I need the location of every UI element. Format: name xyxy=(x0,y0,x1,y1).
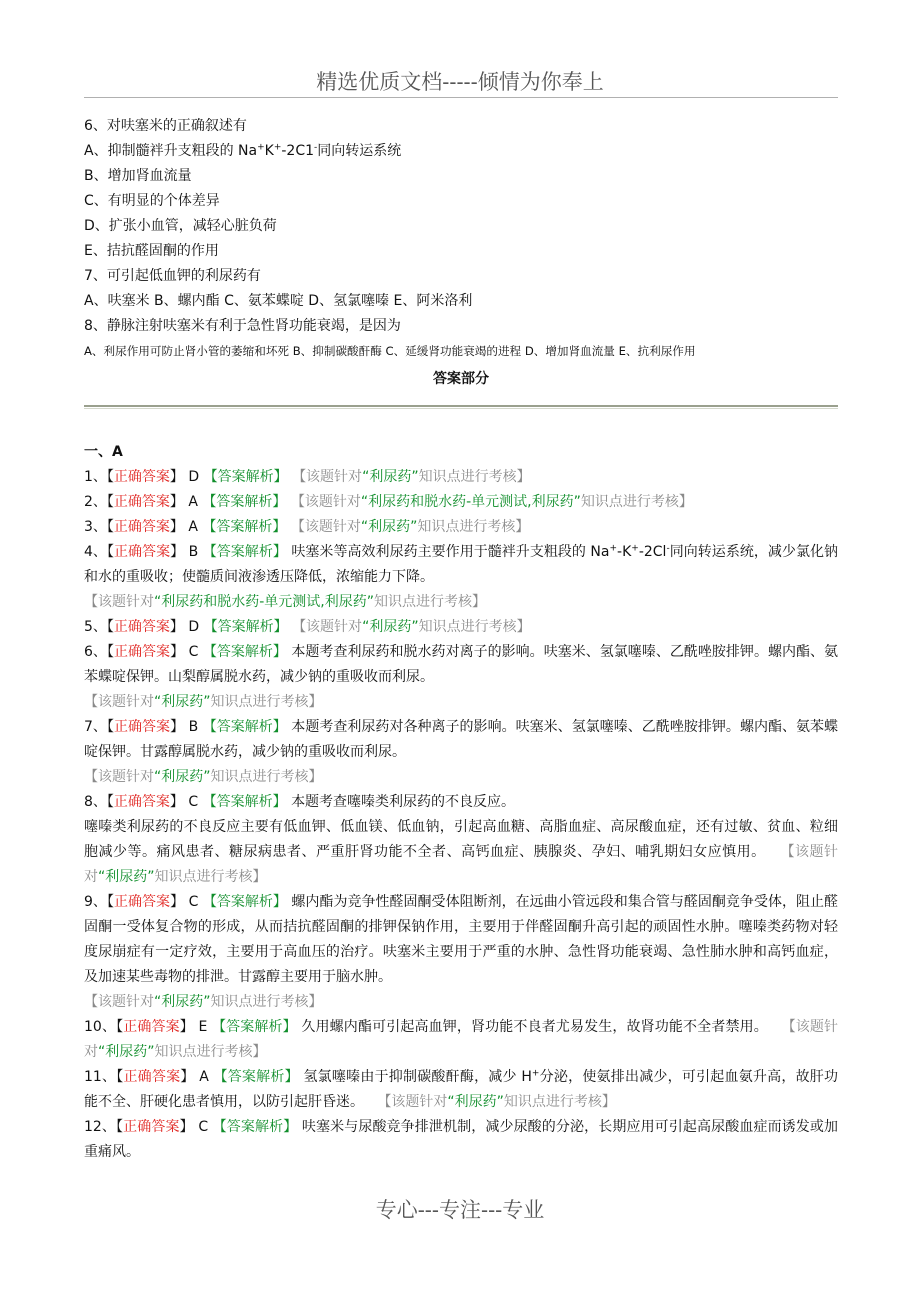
analysis-label: 【答案解析】 xyxy=(202,519,287,535)
answer-3 xyxy=(84,515,838,540)
analysis-text: 呋塞米与尿酸竞争排泄机制，减少尿酸的分泌，长期应用可引起高尿酸血症而诱发或加重痛风。 xyxy=(84,1119,839,1160)
bracket: 】 xyxy=(169,794,184,810)
bracket: 】 xyxy=(170,544,185,560)
q6-option-d: D、扩张小血管，减轻心脏负荷 xyxy=(84,218,277,234)
kp-pre: 【该题针对 xyxy=(377,1094,448,1110)
bracket: 【 xyxy=(106,469,114,485)
superscript: + xyxy=(531,1068,540,1079)
kp-pre: 【该题针对 xyxy=(84,594,154,610)
answer-5 xyxy=(84,615,838,640)
analysis-text: 呋塞米等高效利尿药主要作用于髓袢升支粗段的 Na xyxy=(291,544,610,560)
answer-8 xyxy=(84,790,838,815)
answer-number: 3、 xyxy=(84,519,107,535)
kp-topic: “利尿药” xyxy=(154,769,211,785)
analysis-label: 【答案解析】 xyxy=(202,544,287,560)
bracket: 】 xyxy=(170,719,185,735)
bracket: 【 xyxy=(106,544,114,560)
answer-number: 11、 xyxy=(84,1069,117,1085)
analysis-text: 噻嗪类利尿药的不良反应主要有低血钾、低血镁、低血钠，引起高血糖、高脂血症、高尿酸血症，还有过敏、贫血、粒细胞减少等。痛风患者、糖尿病患者、严重肝肾功能不全者、高钙血症、胰腺炎、孕妇、哺乳期妇女应慎用。 xyxy=(84,819,838,860)
answer-letter: A xyxy=(199,1069,209,1085)
knowledge-point xyxy=(292,469,531,485)
analysis-text: 分泌，使氨排出减少，可引起血氨升高，故肝功能不全、肝硬化患者慎用，以防引起肝昏迷。 xyxy=(84,1069,839,1110)
bracket: 】 xyxy=(169,519,184,535)
analysis-text: -2Cl xyxy=(638,544,667,560)
answer-6 xyxy=(84,640,838,690)
kp-post: 知识点进行考核】 xyxy=(210,769,323,785)
q7-options: A、呋塞米 B、螺内酯 C、氨苯蝶啶 D、氢氯噻嗪 E、阿米洛利 xyxy=(84,293,473,309)
bracket: 【 xyxy=(106,619,114,635)
kp-pre: 【该题针对 xyxy=(292,469,363,485)
knowledge-point-7 xyxy=(84,765,838,790)
page-footer: 专心---专注---专业 xyxy=(375,1198,545,1222)
kp-post: 知识点进行考核】 xyxy=(154,869,267,885)
answer-7 xyxy=(84,715,838,765)
kp-topic: “利尿药” xyxy=(447,1094,504,1110)
answer-number: 7、 xyxy=(84,719,107,735)
answer-number: 6、 xyxy=(84,644,107,660)
kp-topic: “利尿药和脱水药-单元测试,利尿药” xyxy=(154,594,375,610)
answer-number: 5、 xyxy=(84,619,107,635)
bracket: 】 xyxy=(169,494,184,510)
header-rule xyxy=(84,97,838,98)
q6-option-e: E、拮抗醛固酮的作用 xyxy=(84,243,219,259)
answer-letter: C xyxy=(188,794,199,810)
correct-answer-label: 正确答案 xyxy=(123,1119,180,1135)
analysis-text: 同向转运系统，减少氯化钠和水的重吸收；使髓质间液渗透压降低，浓缩能力下降。 xyxy=(84,544,839,585)
knowledge-point xyxy=(291,494,693,510)
q6-stem: 6、对呋塞米的正确叙述有 xyxy=(84,118,247,134)
kp-post: 知识点进行考核】 xyxy=(418,619,531,635)
analysis-label: 【答案解析】 xyxy=(213,1069,299,1085)
answer-section-title: 答案部分 xyxy=(433,371,489,387)
kp-topic: “利尿药” xyxy=(360,519,418,535)
knowledge-point-6 xyxy=(84,690,838,715)
answer-number: 1、 xyxy=(84,469,107,485)
kp-topic: “利尿药” xyxy=(154,994,211,1010)
answer-letter: B xyxy=(188,544,199,560)
analysis-label: 【答案解析】 xyxy=(211,1019,297,1035)
kp-post: 知识点进行考核】 xyxy=(418,469,531,485)
q7-stem: 7、可引起低血钾的利尿药有 xyxy=(84,268,261,284)
answer-letter: A xyxy=(188,519,198,535)
analysis-label: 【答案解析】 xyxy=(203,469,288,485)
bracket: 】 xyxy=(170,894,185,910)
analysis-label: 【答案解析】 xyxy=(202,494,287,510)
section-label: 一、A xyxy=(84,444,123,460)
kp-pre: 【该题针对 xyxy=(84,994,154,1010)
analysis-label: 【答案解析】 xyxy=(202,644,287,660)
answer-2 xyxy=(84,490,838,515)
answer-number: 8、 xyxy=(84,794,107,810)
analysis-label: 【答案解析】 xyxy=(203,619,288,635)
answer-letter: A xyxy=(188,494,198,510)
bracket: 】 xyxy=(179,1119,194,1135)
bracket: 】 xyxy=(169,469,184,485)
bracket: 【 xyxy=(116,1119,124,1135)
answer-4 xyxy=(84,540,838,590)
kp-pre: 【该题针对 xyxy=(84,844,838,885)
bracket: 】 xyxy=(170,644,185,660)
correct-answer-label: 正确答案 xyxy=(113,794,170,810)
answer-12 xyxy=(84,1115,838,1165)
q6-a-sup1: + xyxy=(257,142,265,153)
kp-pre: 【该题针对 xyxy=(84,694,154,710)
correct-answer-label: 正确答案 xyxy=(113,619,170,635)
kp-post: 知识点进行考核】 xyxy=(417,519,530,535)
knowledge-point-4 xyxy=(84,590,838,615)
answer-letter: C xyxy=(188,894,199,910)
kp-pre: 【该题针对 xyxy=(290,519,361,535)
analysis-text: 氢氯噻嗪由于抑制碳酸酐酶，减少 H xyxy=(303,1069,532,1085)
answer-8-detail xyxy=(84,815,838,890)
kp-topic: “利尿药” xyxy=(98,1044,155,1060)
kp-post: 知识点进行考核】 xyxy=(580,494,693,510)
answer-letter: C xyxy=(188,644,199,660)
answer-letter: E xyxy=(198,1019,208,1035)
bracket: 【 xyxy=(116,1019,124,1035)
q6-a-sup3: - xyxy=(314,142,318,153)
answer-number: 4、 xyxy=(84,544,107,560)
kp-pre: 【该题针对 xyxy=(292,619,363,635)
bracket: 【 xyxy=(106,519,114,535)
page-header: 精选优质文档-----倾情为你奉上 xyxy=(316,70,604,94)
bracket: 【 xyxy=(106,894,114,910)
kp-topic: “利尿药” xyxy=(98,869,155,885)
answer-number: 12、 xyxy=(84,1119,117,1135)
answer-number: 2、 xyxy=(84,494,107,510)
kp-topic: “利尿药和脱水药-单元测试,利尿药” xyxy=(360,494,581,510)
answer-number: 9、 xyxy=(84,894,107,910)
q6-a-sup2: + xyxy=(273,142,282,153)
analysis-text: 本题考查利尿药对各种离子的影响。呋塞米、氢氯噻嗪、乙酰唑胺排钾。螺内酯、氨苯蝶啶保钾。甘露醇属脱水药，减少钠的重吸收而利尿。 xyxy=(84,719,839,760)
answer-letter: D xyxy=(188,469,200,485)
kp-post: 知识点进行考核】 xyxy=(154,1044,267,1060)
q8-stem: 8、静脉注射呋塞米有利于急性肾功能衰竭，是因为 xyxy=(84,318,401,334)
q6-a-post: 同向转运系统 xyxy=(317,143,402,159)
analysis-text: 久用螺内酯可引起高血钾，肾功能不良者尤易发生，故肾功能不全者禁用。 xyxy=(301,1019,768,1035)
correct-answer-label: 正确答案 xyxy=(113,494,170,510)
kp-post: 知识点进行考核】 xyxy=(503,1094,616,1110)
document-body xyxy=(84,114,838,1165)
correct-answer-label: 正确答案 xyxy=(123,1019,180,1035)
knowledge-point xyxy=(291,519,530,535)
kp-topic: “利尿药” xyxy=(154,694,211,710)
q6-a-pre: A、抑制髓袢升支粗段的 Na xyxy=(84,143,258,159)
correct-answer-label: 正确答案 xyxy=(113,719,171,735)
correct-answer-label: 正确答案 xyxy=(123,1069,181,1085)
answer-1 xyxy=(84,465,838,490)
kp-topic: “利尿药” xyxy=(362,619,419,635)
analysis-text: 本题考查利尿药和脱水药对离子的影响。呋塞米、氢氯噻嗪、乙酰唑胺排钾。螺内酯、氨苯蝶啶保钾。山梨醇属脱水药，减少钠的重吸收而利尿。 xyxy=(84,644,839,685)
superscript: + xyxy=(609,543,618,554)
q6-option-b: B、增加肾血流量 xyxy=(84,168,192,184)
answer-10 xyxy=(84,1015,838,1065)
correct-answer-label: 正确答案 xyxy=(113,894,171,910)
bracket: 【 xyxy=(106,719,114,735)
superscript: + xyxy=(631,543,639,554)
answer-number: 10、 xyxy=(84,1019,117,1035)
answer-separator xyxy=(84,405,838,409)
kp-topic: “利尿药” xyxy=(362,469,419,485)
answer-letter: C xyxy=(198,1119,209,1135)
kp-pre: 【该题针对 xyxy=(84,769,154,785)
correct-answer-label: 正确答案 xyxy=(114,544,171,560)
kp-post: 知识点进行考核】 xyxy=(374,594,487,610)
knowledge-point xyxy=(292,619,531,635)
knowledge-point xyxy=(377,1094,616,1110)
analysis-text: 本题考查噻嗪类利尿药的不良反应。 xyxy=(291,794,516,810)
q6-option-c: C、有明显的个体差异 xyxy=(84,193,220,209)
bracket: 】 xyxy=(169,619,184,635)
knowledge-point-9 xyxy=(84,990,838,1015)
q6-a-mid: K xyxy=(264,143,274,159)
correct-answer-label: 正确答案 xyxy=(113,469,170,485)
correct-answer-label: 正确答案 xyxy=(113,519,170,535)
analysis-label: 【答案解析】 xyxy=(212,1119,298,1135)
analysis-label: 【答案解析】 xyxy=(202,794,287,810)
bracket: 【 xyxy=(106,794,114,810)
bracket: 】 xyxy=(179,1019,194,1035)
analysis-text: 螺内酯为竞争性醛固酮受体阻断剂，在远曲小管远段和集合管与醛固酮竞争受体，阻止醛固酮一受体复合物的形成，从而拮抗醛固酮的排钾保钠作用，主要用于伴醛固酮升高引起的顽固性水肿。噻嗪类药物对轻度尿崩症有一定疗效，主要用于高血压的治疗。呋塞米主要用于严重的水肿、急性肾功能衰竭、急性肺水肿和高钙血症，及加速某些毒物的排泄。甘露醇主要用于脑水肿。 xyxy=(84,894,839,985)
analysis-text: -K xyxy=(617,544,632,560)
answer-11 xyxy=(84,1065,838,1115)
kp-post: 知识点进行考核】 xyxy=(210,994,323,1010)
bracket: 】 xyxy=(180,1069,195,1085)
bracket: 【 xyxy=(106,644,114,660)
kp-pre: 【该题针对 xyxy=(84,1019,839,1060)
q6-option-a xyxy=(84,139,838,164)
answer-9 xyxy=(84,890,838,990)
q6-a-mid2: -2C1 xyxy=(281,143,315,159)
correct-answer-label: 正确答案 xyxy=(113,644,171,660)
kp-pre: 【该题针对 xyxy=(290,494,361,510)
bracket: 【 xyxy=(116,1069,124,1085)
analysis-label: 【答案解析】 xyxy=(202,719,287,735)
superscript: - xyxy=(666,543,670,554)
answer-letter: B xyxy=(188,719,199,735)
bracket: 【 xyxy=(106,494,114,510)
q8-options: A、利尿作用可防止肾小管的萎缩和坏死 B、抑制碳酸酐酶 C、延缓肾功能衰竭的进程 D、增加肾血流量 E、抗利尿作用 xyxy=(84,344,696,358)
answer-letter: D xyxy=(188,619,200,635)
kp-post: 知识点进行考核】 xyxy=(210,694,323,710)
analysis-label: 【答案解析】 xyxy=(202,894,287,910)
